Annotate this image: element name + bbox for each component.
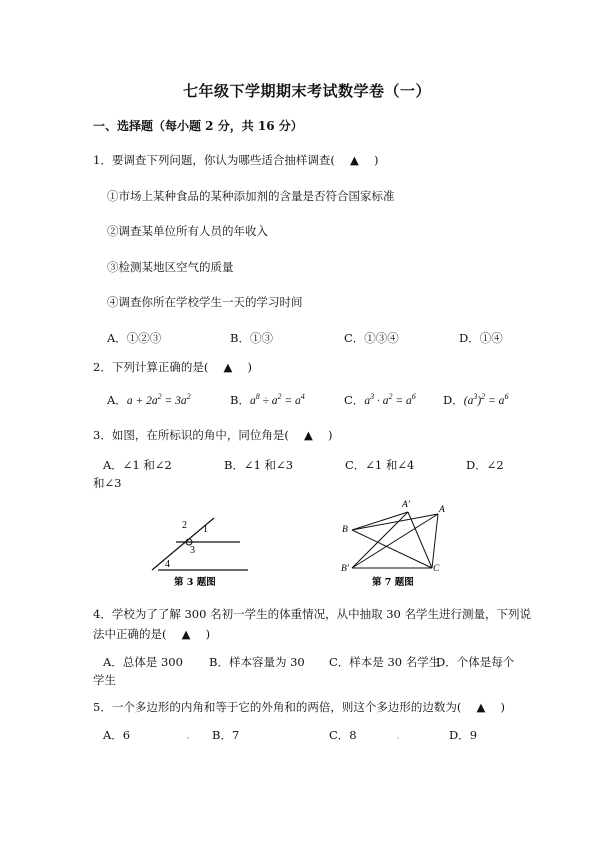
fig3-caption: 第 3 题图 [174, 577, 216, 588]
q2-option-b [230, 392, 305, 408]
exam-title: 七年级下学期期末考试数学卷（一） [183, 82, 432, 100]
fig3-label-2: 2 [182, 520, 187, 531]
q2-option-c [344, 392, 416, 408]
q2-option-d-formula: $(a^3)^2 = a^6$ [463, 392, 509, 407]
section-heading: 一、选择题（每小题 2 分，共 16 分） [93, 119, 303, 133]
q1-item-4: ④调查你所在学校学生一天的学习时间 [107, 295, 303, 309]
q5-option-a: A．6 [103, 728, 131, 742]
q3-option-d: D．∠2 [466, 458, 504, 472]
q3-option-b: B．∠1 和∠3 [224, 458, 294, 472]
q4-option-a: A．总体是 300 [103, 655, 183, 669]
fig3-label-3: 3 [190, 545, 195, 556]
q3-stem: 3．如图，在所标识的角中，同位角是( ▲ ) [93, 428, 333, 442]
q2-option-a-label: A． [107, 393, 127, 407]
fig7-caption: 第 7 题图 [372, 577, 414, 588]
q2-option-a-formula: $a + 2a^2 = 3a^2$ [126, 392, 191, 407]
q4-stem-line-2: 法中正确的是( ▲ ) [93, 627, 211, 641]
q2-option-d-label: D． [443, 393, 464, 407]
q2-option-b-label: B． [230, 393, 250, 407]
q3-option-a: A．∠1 和∠2 [103, 458, 172, 472]
q3-option-c: C．∠1 和∠4 [345, 458, 415, 472]
fig7-segment [352, 530, 432, 568]
q5-stem: 5．一个多边形的内角和等于它的外角和的两倍，则这个多边形的边数为( ▲ ) [93, 700, 505, 714]
scan-speck [187, 737, 189, 739]
fig3-label-4: 4 [165, 559, 170, 570]
fig3-label-1: 1 [203, 524, 208, 535]
figure-q7 [332, 496, 460, 592]
q1-item-2: ②调查某单位所有人员的年收入 [107, 224, 268, 238]
q4-option-d-wrap: 学生 [93, 673, 116, 687]
q1-stem: 1．要调查下列问题，你认为哪些适合抽样调查( ▲ ) [93, 153, 379, 167]
q2-option-c-label: C． [344, 393, 365, 407]
figure-q3 [148, 512, 258, 590]
q2-option-b-formula: $a^8 \div a^2 = a^4$ [249, 392, 305, 407]
fig7-label-b-prime: B′ [341, 564, 349, 574]
q4-option-b: B．样本容量为 30 [209, 655, 305, 669]
q5-option-c: C．8 [329, 728, 357, 742]
q1-option-a: A．①②③ [107, 331, 162, 345]
fig7-segment [432, 514, 438, 568]
q1-option-b: B．①③ [230, 331, 273, 345]
fig7-label-c: C [433, 564, 440, 574]
q1-item-3: ③检测某地区空气的质量 [107, 260, 234, 274]
fig7-label-b: B [342, 525, 348, 535]
fig7-segment [352, 512, 408, 568]
q2-option-c-formula: $a^3 \cdot a^2 = a^6$ [364, 392, 416, 407]
q4-stem-line-1: 4．学校为了了解 300 名初一学生的体重情况，从中抽取 30 名学生进行测量，下列说 [93, 607, 532, 621]
q3-option-d-wrap: 和∠3 [93, 476, 122, 490]
q1-option-d: D．①④ [459, 331, 503, 345]
q2-option-a [107, 392, 191, 408]
fig7-label-a: A [439, 505, 445, 515]
q4-option-c: C．样本是 30 名学生 [329, 655, 441, 669]
q2-option-d [443, 392, 508, 408]
q4-option-d: D．个体是每个 [436, 655, 515, 669]
q5-option-d: D．9 [449, 728, 478, 742]
q5-option-b: B．7 [212, 728, 240, 742]
fig7-label-a-prime: A′ [402, 500, 410, 510]
scan-speck [397, 737, 399, 739]
q1-item-1: ①市场上某种食品的某种添加剂的含量是否符合国家标准 [107, 189, 395, 203]
q2-stem: 2．下列计算正确的是( ▲ ) [93, 360, 252, 374]
q1-option-c: C．①③④ [344, 331, 399, 345]
